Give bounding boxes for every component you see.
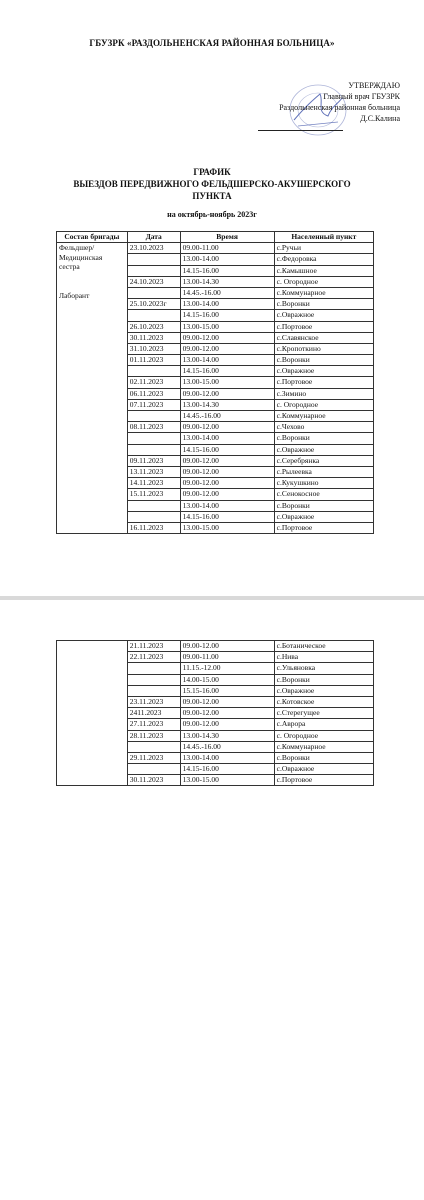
place-cell: с.Аврора [274, 719, 373, 730]
place-cell: с.Ручьи [274, 243, 373, 254]
place-cell: с.Котовское [274, 696, 373, 707]
place-cell: с.Портовое [274, 377, 373, 388]
place-cell: с.Овражное [274, 310, 373, 321]
place-cell: с.Сенокосное [274, 489, 373, 500]
time-cell: 14.15-16.00 [180, 265, 274, 276]
approve-position: Главный врач ГБУЗРК [323, 92, 400, 101]
time-cell: 14.15-16.00 [180, 310, 274, 321]
date-cell [127, 500, 180, 511]
header-brigade: Состав бригады [57, 232, 128, 243]
place-cell: с.Коммунарное [274, 287, 373, 298]
place-cell: с. Огородное [274, 730, 373, 741]
date-cell: 30.11.2023 [127, 775, 180, 786]
date-cell: 25.10.2023г [127, 299, 180, 310]
place-cell: с.Камышное [274, 265, 373, 276]
time-cell: 13.00-15.00 [180, 522, 274, 533]
time-cell: 15.15-16.00 [180, 685, 274, 696]
date-cell [127, 685, 180, 696]
date-cell [127, 265, 180, 276]
time-cell: 13.00-14.00 [180, 500, 274, 511]
time-cell: 14.15-16.00 [180, 764, 274, 775]
time-cell: 09.00-12.00 [180, 466, 274, 477]
place-cell: с.Кукушкино [274, 478, 373, 489]
date-cell: 26.10.2023 [127, 321, 180, 332]
approve-title: УТВЕРЖДАЮ [348, 81, 400, 90]
time-cell: 13.00-14.00 [180, 254, 274, 265]
time-cell: 13.00-14.00 [180, 433, 274, 444]
time-cell: 09.00-12.00 [180, 332, 274, 343]
date-cell: 13.11.2023 [127, 466, 180, 477]
title-line-3: ПУНКТА [192, 191, 232, 201]
date-cell [127, 433, 180, 444]
place-cell: с.Воронки [274, 433, 373, 444]
brigade-cell [57, 641, 128, 786]
place-cell: с.Зимино [274, 388, 373, 399]
date-cell [127, 310, 180, 321]
date-cell [127, 511, 180, 522]
header-date: Дата [127, 232, 180, 243]
approval-block [279, 80, 400, 124]
place-cell: с.Воронки [274, 752, 373, 763]
date-cell: 02.11.2023 [127, 377, 180, 388]
place-cell: с.Ботаническое [274, 641, 373, 652]
date-cell [127, 444, 180, 455]
time-cell: 11.15.-12.00 [180, 663, 274, 674]
place-cell: с.Портовое [274, 522, 373, 533]
organization-name: ГБУЗРК «РАЗДОЛЬНЕНСКАЯ РАЙОННАЯ БОЛЬНИЦА» [89, 38, 335, 48]
place-cell: с.Чехово [274, 422, 373, 433]
signature-line [258, 130, 343, 131]
document-page-1 [0, 0, 424, 596]
place-cell: с.Федоровка [274, 254, 373, 265]
date-cell: 15.11.2023 [127, 489, 180, 500]
header-place: Населенный пункт [274, 232, 373, 243]
place-cell: с.Овражное [274, 366, 373, 377]
date-cell [127, 287, 180, 298]
time-cell: 09.00-12.00 [180, 343, 274, 354]
date-cell: 29.11.2023 [127, 752, 180, 763]
place-cell: с.Овражное [274, 685, 373, 696]
place-cell: с.Ульяновка [274, 663, 373, 674]
place-cell: с. Огородное [274, 276, 373, 287]
time-cell: 13.00-14.00 [180, 752, 274, 763]
approve-organization: Раздольненская районная больница [279, 103, 400, 112]
time-cell: 09.00-12.00 [180, 455, 274, 466]
date-cell: 07.11.2023 [127, 399, 180, 410]
time-cell: 14.15-16.00 [180, 366, 274, 377]
time-cell: 13.00-15.00 [180, 377, 274, 388]
schedule-table-page-1 [56, 231, 374, 534]
brigade-cell [57, 243, 128, 534]
place-cell: с.Нива [274, 652, 373, 663]
place-cell: с.Рылеевка [274, 466, 373, 477]
date-cell: 09.11.2023 [127, 455, 180, 466]
schedule-period: на октябрь-ноябрь 2023г [167, 210, 257, 219]
place-cell: с.Коммунарное [274, 741, 373, 752]
place-cell: с.Портовое [274, 775, 373, 786]
time-cell: 09.00-11.00 [180, 652, 274, 663]
place-cell: с.Стерегущее [274, 708, 373, 719]
time-cell: 09.00-12.00 [180, 422, 274, 433]
date-cell: 27.11.2023 [127, 719, 180, 730]
brigade-line-2: Медицинская сестра [59, 252, 103, 272]
time-cell: 13.00-14.30 [180, 276, 274, 287]
place-cell: с.Воронки [274, 299, 373, 310]
place-cell: с.Славянское [274, 332, 373, 343]
time-cell: 09.00-12.00 [180, 478, 274, 489]
time-cell: 13.00-14.30 [180, 730, 274, 741]
date-cell: 23.11.2023 [127, 696, 180, 707]
time-cell: 09.00-12.00 [180, 696, 274, 707]
date-cell: 22.11.2023 [127, 652, 180, 663]
date-cell: 01.11.2023 [127, 355, 180, 366]
time-cell: 09.00-12.00 [180, 489, 274, 500]
time-cell: 13.00-15.00 [180, 775, 274, 786]
time-cell: 09.00-12.00 [180, 641, 274, 652]
place-cell: с.Кропоткино [274, 343, 373, 354]
time-cell: 09.00-12.00 [180, 708, 274, 719]
title-line-1: ГРАФИК [193, 167, 231, 177]
date-cell [127, 764, 180, 775]
place-cell: с.Овражное [274, 444, 373, 455]
place-cell: с.Овражное [274, 511, 373, 522]
date-cell: 30.11.2023 [127, 332, 180, 343]
table-header-row [57, 232, 374, 243]
date-cell: 16.11.2023 [127, 522, 180, 533]
place-cell: с. Огородное [274, 399, 373, 410]
date-cell: 31.10.2023 [127, 343, 180, 354]
date-cell [127, 663, 180, 674]
time-cell: 13.00-14.00 [180, 299, 274, 310]
time-cell: 13.00-14.30 [180, 399, 274, 410]
place-cell: с.Портовое [274, 321, 373, 332]
date-cell [127, 674, 180, 685]
date-cell: 14.11.2023 [127, 478, 180, 489]
date-cell: 23.10.2023 [127, 243, 180, 254]
place-cell: с.Коммунарное [274, 411, 373, 422]
table-row [57, 641, 374, 652]
time-cell: 09.00-11.00 [180, 243, 274, 254]
place-cell: с.Воронки [274, 355, 373, 366]
brigade-line-3: Лаборант [59, 290, 90, 300]
time-cell: 14.45.-16.00 [180, 287, 274, 298]
time-cell: 14.45.-16.00 [180, 411, 274, 422]
document-title [0, 166, 424, 202]
time-cell: 14.15-16.00 [180, 511, 274, 522]
brigade-line-1: Фельдшер/ [59, 243, 95, 253]
date-cell [127, 741, 180, 752]
time-cell: 13.00-14.00 [180, 355, 274, 366]
schedule-table-page-2 [56, 640, 374, 786]
approve-signatory: Д.С.Калина [360, 114, 400, 123]
date-cell [127, 366, 180, 377]
date-cell [127, 411, 180, 422]
title-line-2: ВЫЕЗДОВ ПЕРЕДВИЖНОГО ФЕЛЬДШЕРСКО-АКУШЕРСКОГО [73, 179, 351, 189]
date-cell: 21.11.2023 [127, 641, 180, 652]
table-row [57, 243, 374, 254]
place-cell: с.Овражное [274, 764, 373, 775]
date-cell: 2411.2023 [127, 708, 180, 719]
time-cell: 09.00-12.00 [180, 719, 274, 730]
time-cell: 09.00-12.00 [180, 388, 274, 399]
time-cell: 13.00-15.00 [180, 321, 274, 332]
time-cell: 14.45.-16.00 [180, 741, 274, 752]
date-cell: 28.11.2023 [127, 730, 180, 741]
date-cell: 24.10.2023 [127, 276, 180, 287]
time-cell: 14.00-15.00 [180, 674, 274, 685]
date-cell: 08.11.2023 [127, 422, 180, 433]
place-cell: с.Воронки [274, 500, 373, 511]
place-cell: с.Серебрянка [274, 455, 373, 466]
header-time: Время [180, 232, 274, 243]
date-cell: 06.11.2023 [127, 388, 180, 399]
date-cell [127, 254, 180, 265]
document-page-2 [0, 600, 424, 1200]
place-cell: с.Воронки [274, 674, 373, 685]
time-cell: 14.15-16.00 [180, 444, 274, 455]
